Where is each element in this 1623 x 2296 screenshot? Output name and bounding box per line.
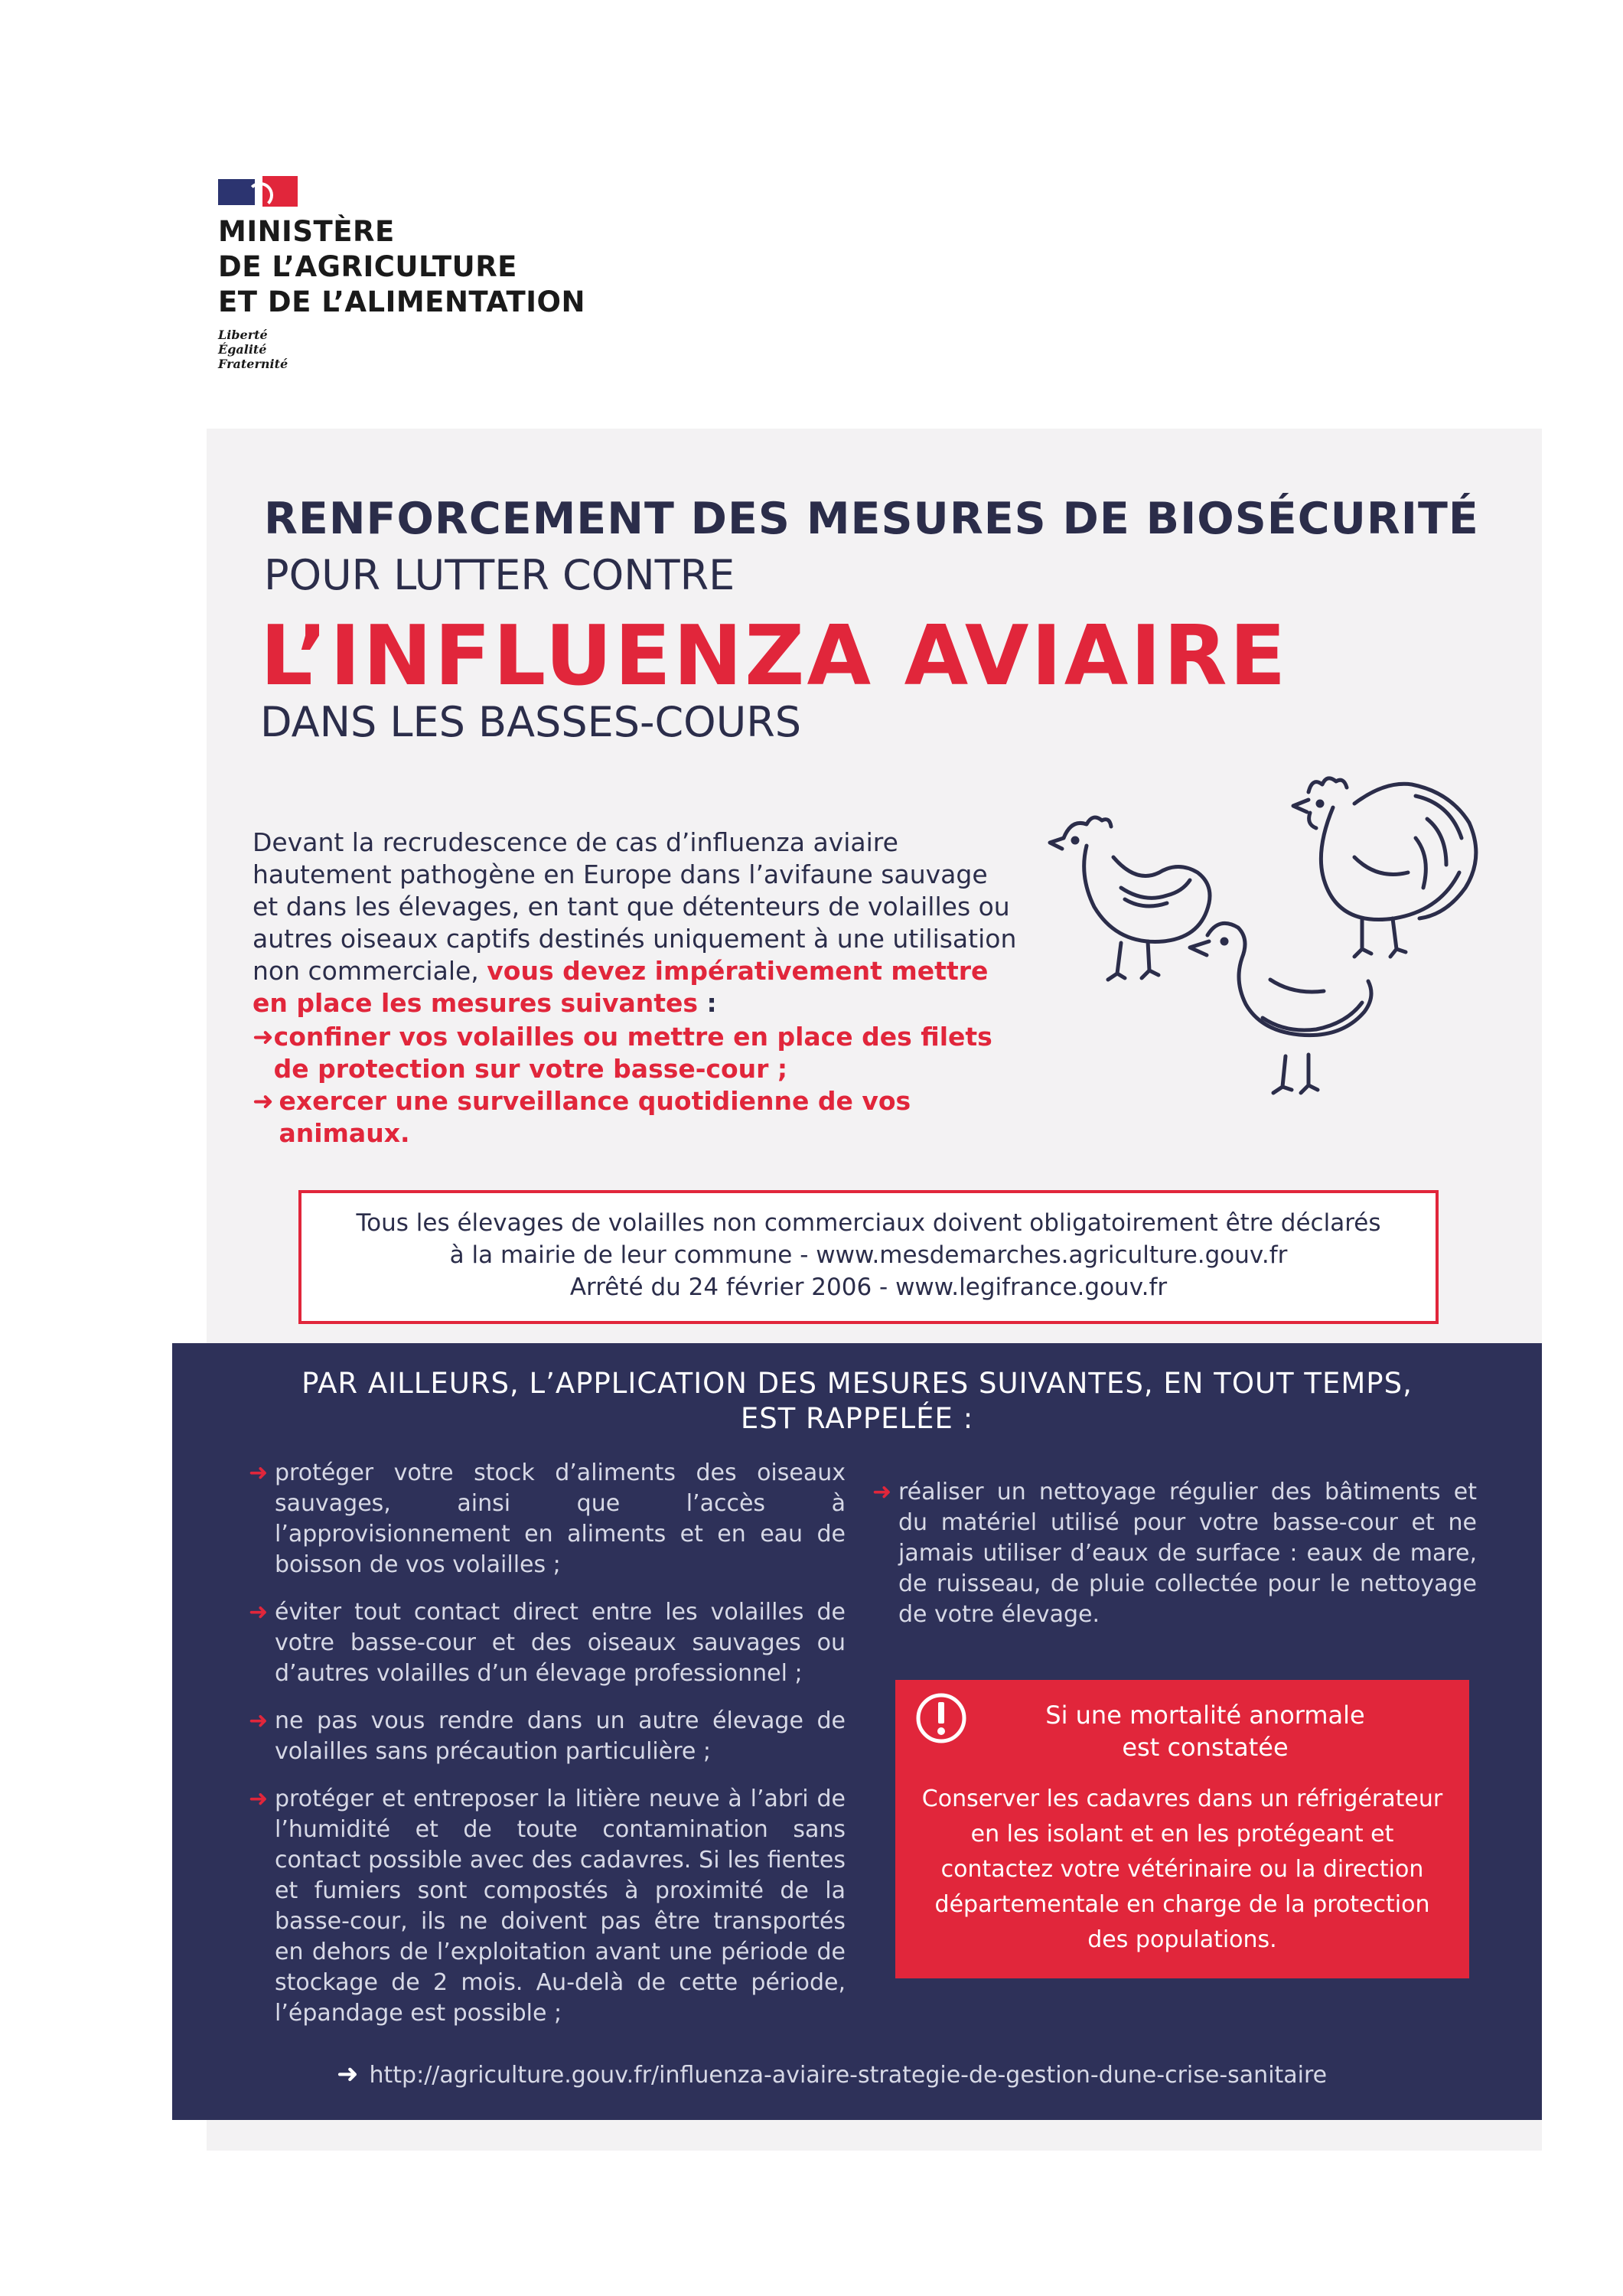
ministry-name — [218, 214, 585, 320]
motto-egalite: Égalité — [218, 342, 267, 357]
alert-title-line-2: est constatée — [1122, 1733, 1289, 1762]
reminder-item-text: protéger votre stock d’aliments des oiseaux sauvages, ainsi que l’accès à l’approvisionnement en aliments et en eau de boisson de vos volailles ; — [275, 1459, 846, 1578]
reminder-item-text: réaliser un nettoyage régulier des bâtiments et du matériel utilisé pour votre basse-cour et ne jamais utiliser d’eaux de surface : eaux de mare, de ruisseau, de pluie collectée pour le nettoyage de votre élevage. — [898, 1479, 1477, 1628]
exclamation-icon — [914, 1691, 968, 1745]
reminder-item — [249, 1597, 846, 1689]
arrow-right-icon: ➜ — [253, 1022, 274, 1052]
intro-bullet-text: exercer une surveillance quotidienne de vos animaux. — [279, 1086, 911, 1148]
intro-colon: : — [698, 988, 717, 1018]
arrow-right-icon: ➜ — [249, 1459, 269, 1486]
info-link[interactable]: http://agriculture.gouv.fr/influenza-aviaire-strategie-de-gestion-dune-crise-sanitaire — [369, 2062, 1328, 2089]
alert-title-line-1: Si une mortalité anormale — [1045, 1701, 1365, 1730]
arrow-right-icon: ➜ — [872, 1479, 892, 1505]
reminder-item — [249, 1706, 846, 1767]
poultry-illustration — [1033, 765, 1492, 1117]
intro-bullet — [253, 1085, 1018, 1150]
poster-title-line-2: POUR LUTTER CONTRE — [264, 551, 735, 599]
declaration-line-2: à la mairie de leur commune - www.mesdemarches.agriculture.gouv.fr — [449, 1241, 1288, 1269]
arrow-right-icon: ➜ — [249, 1707, 269, 1734]
intro-bullet — [253, 1021, 1018, 1085]
ministry-line-1: MINISTÈRE — [218, 215, 395, 248]
ministry-logo — [218, 176, 585, 371]
motto-fraternite: Fraternité — [218, 357, 288, 371]
reminder-left-column — [249, 1458, 846, 2046]
reminder-item — [249, 1458, 846, 1580]
intro-text: Devant la recrudescence de cas d’influenza aviaire hautement pathogène en Europe dans l’avifaune sauvage et dans les élevages, en tant que détenteurs de volailles ou autres oiseaux captifs destinés uniquement à une utilisation non commerciale, — [253, 827, 1017, 986]
hen-icon — [1050, 817, 1210, 980]
ministry-line-3: ET DE L’ALIMENTATION — [218, 285, 585, 318]
poster-title-line-3: L’INFLUENZA AVIAIRE — [260, 608, 1289, 704]
motto-liberte: Liberté — [218, 328, 268, 342]
declaration-line-1: Tous les élevages de volailles non commerciaux doivent obligatoirement être déclarés — [356, 1209, 1381, 1237]
duck-icon — [1190, 923, 1371, 1093]
reminder-item-text: protéger et entreposer la litière neuve à l’abri de l’humidité et de toute contamination sans contact possible avec des cadavres. Si les fientes et fumiers sont compostés à proximité de la basse-cour, ils ne doivent pas être transportés en dehors de l’exploitation avant une période de stockage de 2 mois. Au-delà de cette période, l’épandage est possible ; — [275, 1786, 846, 2027]
reminder-right-column — [872, 1477, 1477, 1647]
rooster-icon — [1293, 778, 1476, 957]
alert-title — [979, 1699, 1431, 1763]
arrow-right-icon: ➜ — [337, 2059, 359, 2089]
reminder-item-text: éviter tout contact direct entre les volailles de votre basse-cour et des oiseaux sauvages ou d’autres volailles d’un élevage professionnel ; — [275, 1599, 846, 1687]
intro-bullet-text: confiner vos volailles ou mettre en place des filets de protection sur votre basse-cour ; — [273, 1022, 992, 1084]
intro-paragraph — [253, 827, 1018, 1150]
poster-title-line-1: RENFORCEMENT DES MESURES DE BIOSÉCURITÉ — [264, 494, 1479, 544]
alert-body: Conserver les cadavres dans un réfrigérateur en les isolant et en les protégeant et contactez votre vétérinaire ou la direction départementale en charge de la protection des populations. — [921, 1786, 1443, 1953]
reminder-item-text: ne pas vous rendre dans un autre élevage de volailles sans précaution particulière ; — [275, 1707, 846, 1765]
marianne-logo-mark — [218, 176, 302, 207]
ministry-line-2: DE L’AGRICULTURE — [218, 250, 517, 283]
intro-emphasis: vous devez impérativement mettre en place les mesures suivantes — [253, 956, 989, 1018]
info-link-row — [337, 2059, 1446, 2091]
intro-bullet-list — [253, 1021, 1018, 1150]
declaration-line-3: Arrêté du 24 février 2006 - www.legifrance.gouv.fr — [569, 1274, 1168, 1301]
reminder-item — [872, 1477, 1477, 1630]
republic-motto — [218, 328, 585, 371]
reminder-item — [249, 1784, 846, 2029]
arrow-right-icon: ➜ — [253, 1086, 274, 1116]
reminder-title-line-2: EST RAPPELÉE : — [740, 1402, 974, 1435]
poster-title-line-4: DANS LES BASSES-COURS — [260, 698, 802, 746]
declaration-box — [298, 1190, 1439, 1324]
arrow-right-icon: ➜ — [249, 1599, 269, 1626]
reminder-title — [172, 1366, 1542, 1437]
arrow-right-icon: ➜ — [249, 1786, 269, 1812]
reminder-title-line-1: PAR AILLEURS, L’APPLICATION DES MESURES SUIVANTES, EN TOUT TEMPS, — [301, 1367, 1413, 1400]
